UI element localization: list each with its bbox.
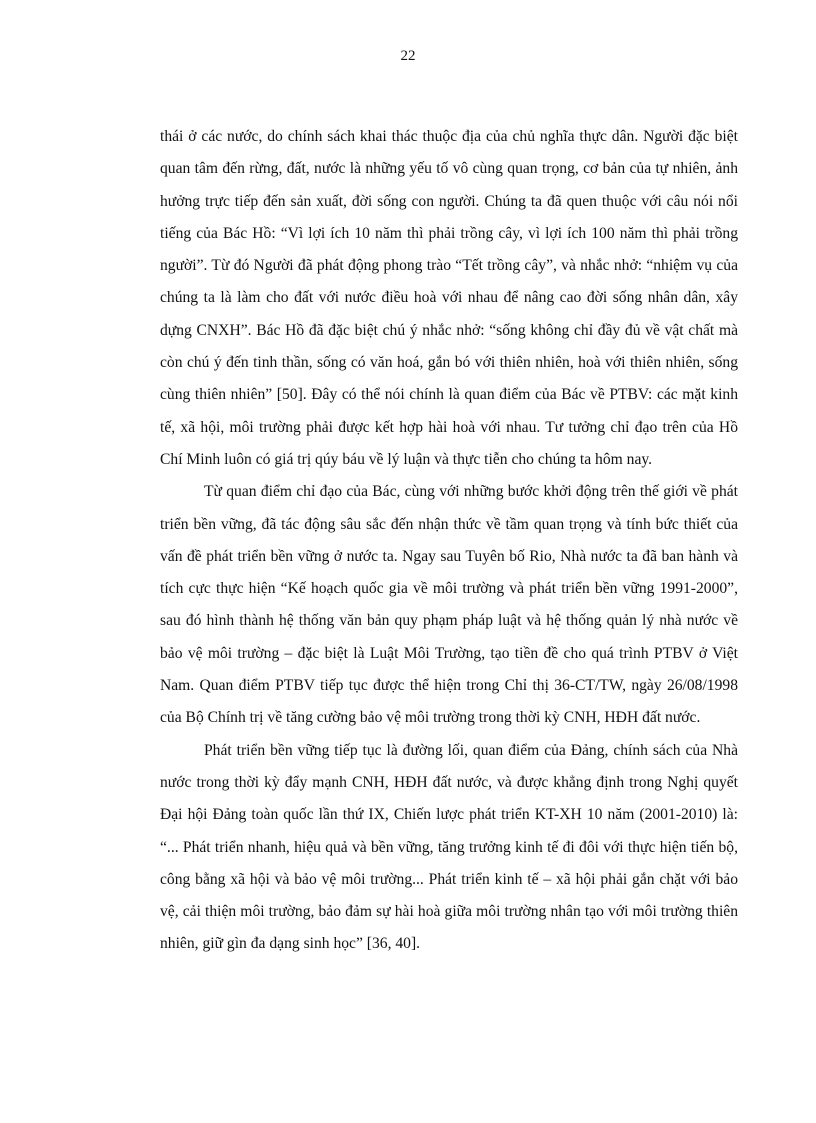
document-body	[160, 121, 738, 961]
paragraph-2: Từ quan điểm chỉ đạo của Bác, cùng với những bước khởi động trên thế giới về phát triển bền vững, đã tác động sâu sắc đến nhận thức về tầm quan trọng và tính bức thiết của vấn đề phát triển bền vững ở nước ta. Ngay sau Tuyên bố Rio, Nhà nước ta đã ban hành và tích cực thực hiện “Kế hoạch quốc gia về môi trường và phát triển bền vững 1991-2000”, sau đó hình thành hệ thống văn bản quy phạm pháp luật và hệ thống quản lý nhà nước về bảo vệ môi trường – đặc biệt là Luật Môi Trường, tạo tiền đề cho quá trình PTBV ở Việt Nam. Quan điểm PTBV tiếp tục được thể hiện trong Chỉ thị 36-CT/TW, ngày 26/08/1998 của Bộ Chính trị về tăng cường bảo vệ môi trường trong thời kỳ CNH, HĐH đất nước.	[160, 483, 738, 727]
paragraph-3: Phát triển bền vững tiếp tục là đường lối, quan điểm của Đảng, chính sách của Nhà nước trong thời kỳ đẩy mạnh CNH, HĐH đất nước, và được khẳng định trong Nghị quyết Đại hội Đảng toàn quốc lần thứ IX, Chiến lược phát triển KT-XH 10 năm (2001-2010) là: “... Phát triển nhanh, hiệu quả và bền vững, tăng trưởng kinh tế đi đôi với thực hiện tiến bộ, công bằng xã hội và bảo vệ môi trường... Phát triển kinh tế – xã hội phải gắn chặt với bảo vệ, cải thiện môi trường, bảo đảm sự hài hoà giữa môi trường nhân tạo với môi trường thiên nhiên, giữ gìn đa dạng sinh học” [36, 40].	[160, 741, 738, 953]
paragraph-1: thái ở các nước, do chính sách khai thác thuộc địa của chủ nghĩa thực dân. Người đặc biệt quan tâm đến rừng, đất, nước là những yếu tố vô cùng quan trọng, cơ bản của tự nhiên, ảnh hưởng trực tiếp đến sản xuất, đời sống con người. Chúng ta đã quen thuộc với câu nói nổi tiếng của Bác Hồ: “Vì lợi ích 10 năm thì phải trồng cây, vì lợi ích 100 năm thì phải trồng người”. Từ đó Người đã phát động phong trào “Tết trồng cây”, và nhắc nhở: “nhiệm vụ của chúng ta là làm cho đất với nước điều hoà với nhau để nâng cao đời sống nhân dân, xây dựng CNXH”. Bác Hồ đã đặc biệt chú ý nhắc nhở: “sống không chỉ đầy đủ về vật chất mà còn chú ý đến tinh thần, sống có văn hoá, gắn bó với thiên nhiên, hoà với thiên nhiên, sống cùng thiên nhiên” [50]. Đây có thể nói chính là quan điểm của Bác về PTBV: các mặt kinh tế, xã hội, môi trường phải được kết hợp hài hoà với nhau. Tư tưởng chỉ đạo trên của Hồ Chí Minh luôn có giá trị qúy báu về lý luận và thực tiễn cho chúng ta hôm nay.	[160, 128, 738, 468]
page-number: 22	[400, 48, 416, 64]
